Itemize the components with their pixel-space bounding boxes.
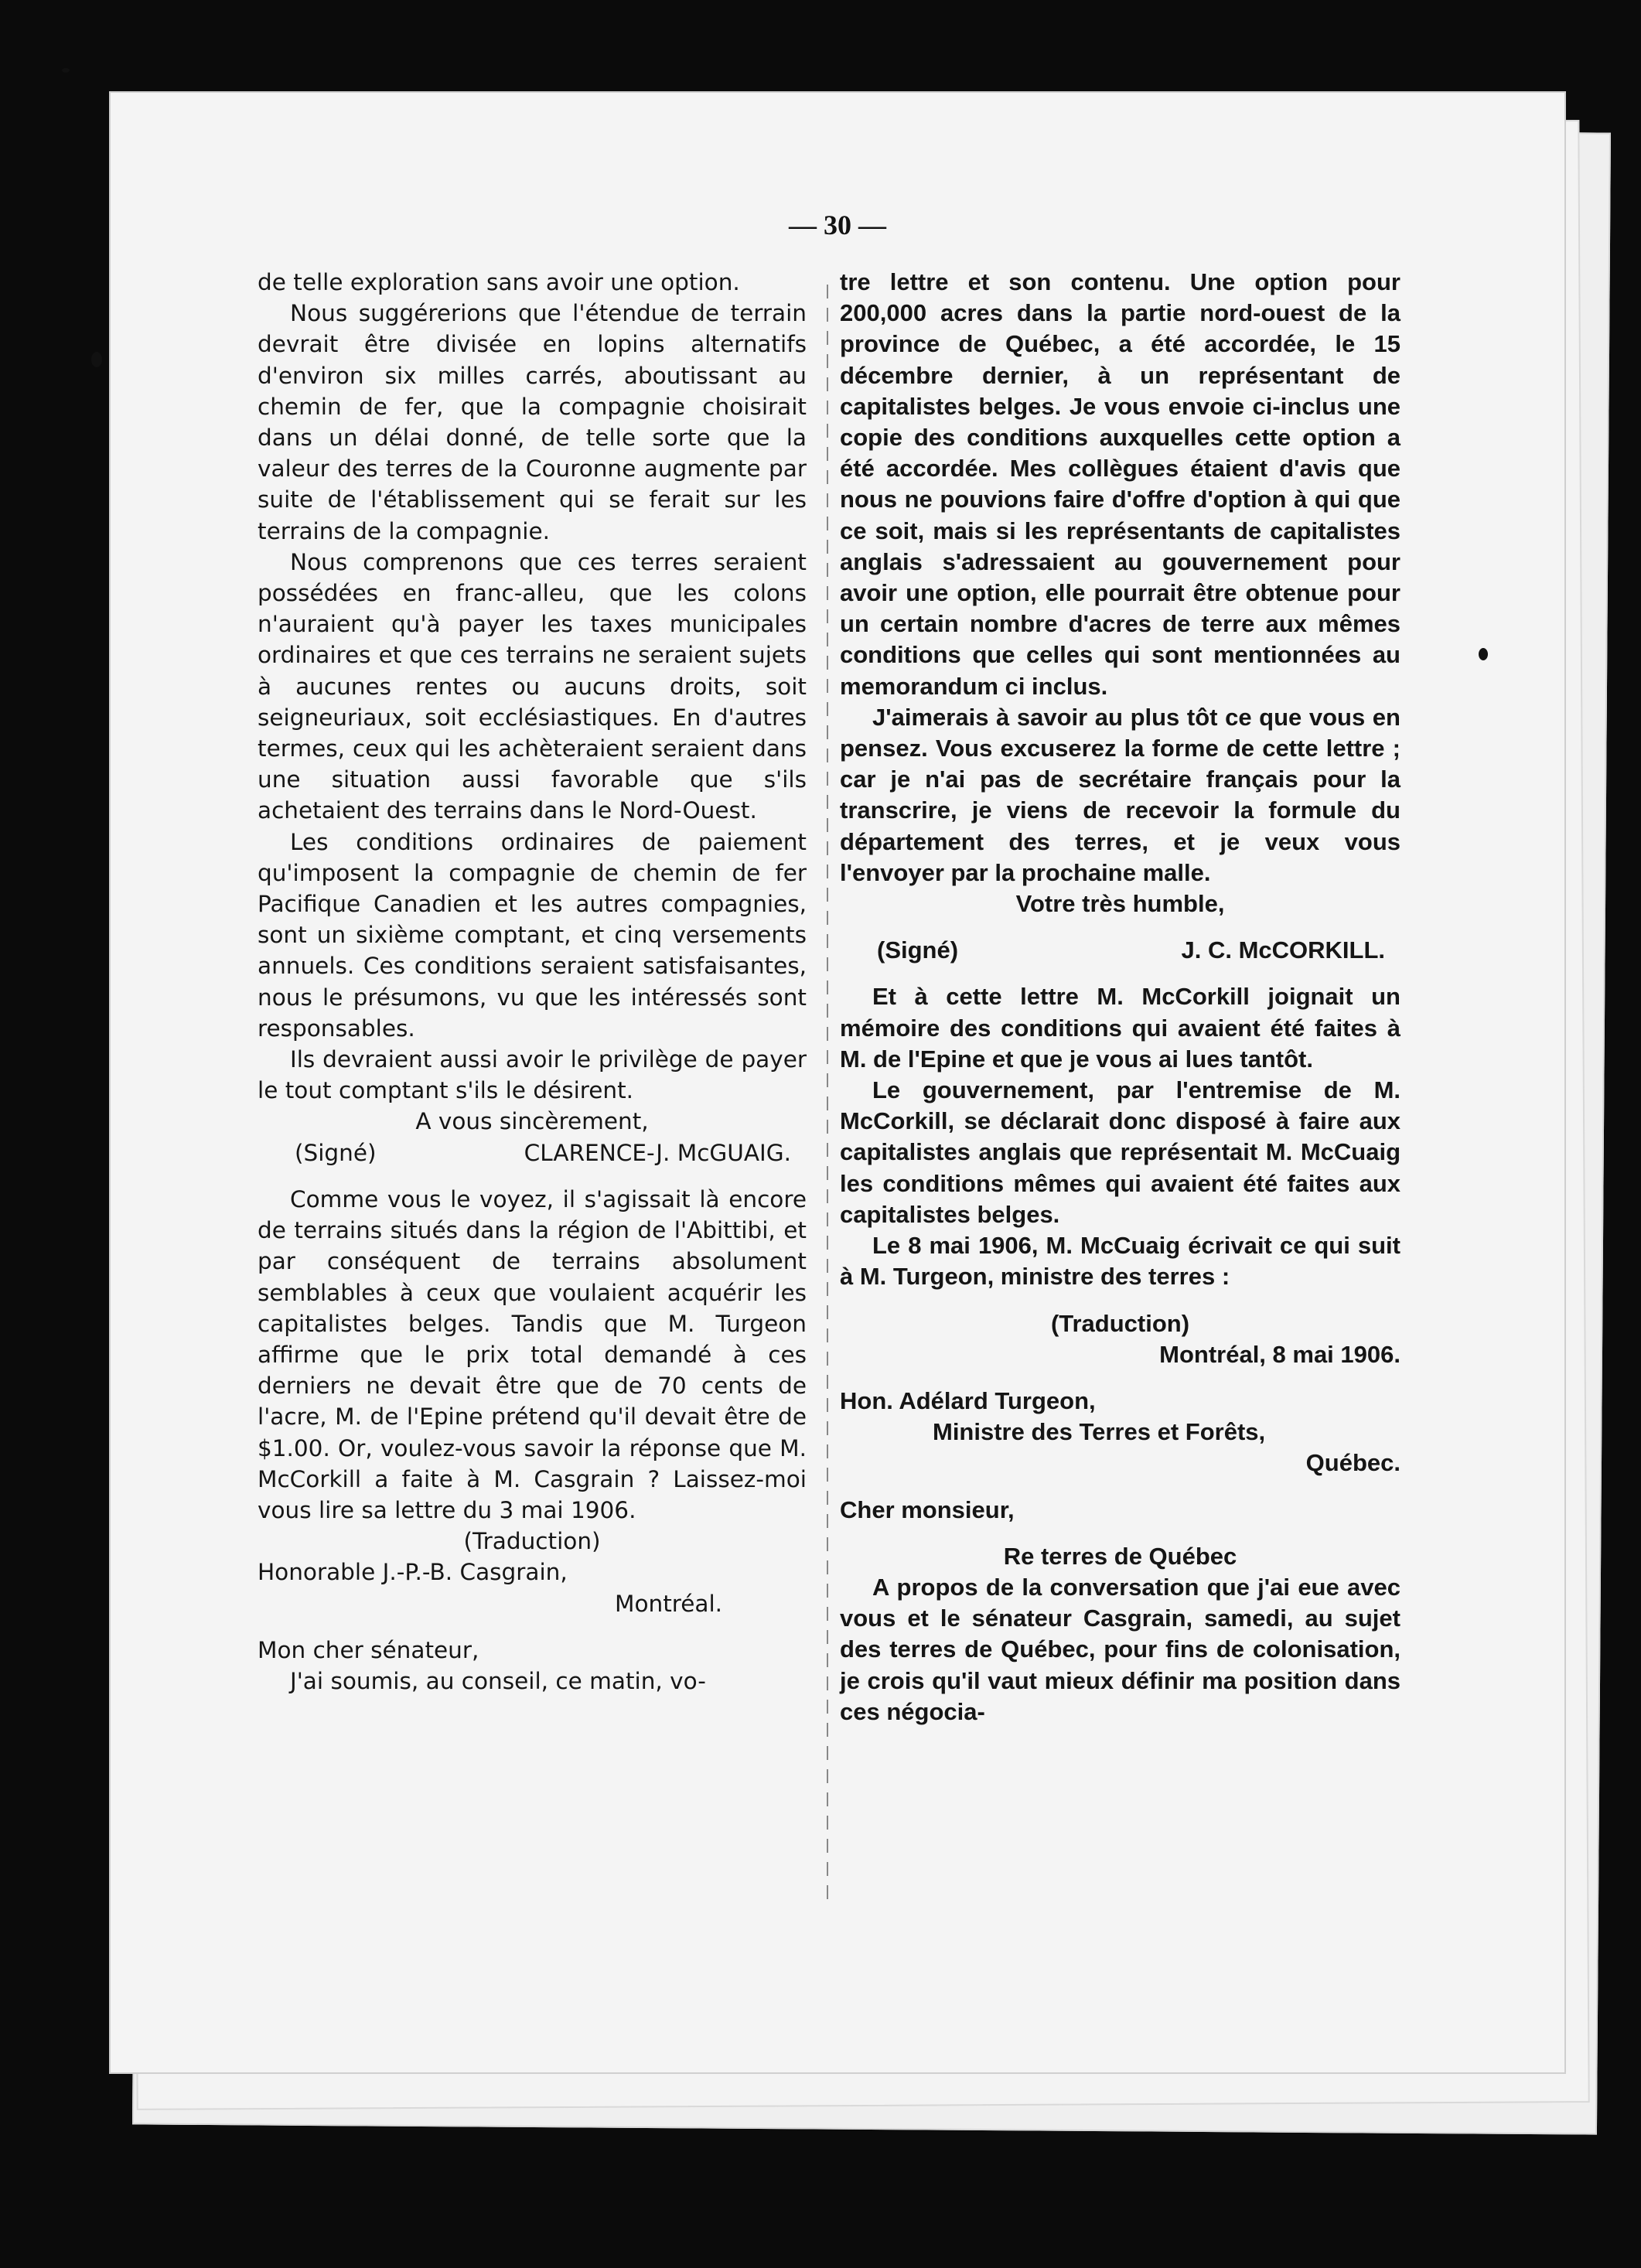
paragraph: de telle exploration sans avoir une option.: [258, 269, 740, 295]
addressee: Honorable J.-P.-B. Casgrain,: [258, 1559, 568, 1586]
signature-line: [258, 1137, 807, 1168]
scan-speck: [62, 68, 70, 73]
column-divider: [827, 285, 828, 1908]
page-number: — 30 —: [789, 210, 886, 240]
addressee-city: Montréal.: [615, 1590, 723, 1617]
addressee: Hon. Adélard Turgeon,: [840, 1386, 1096, 1414]
paragraph: Nous suggérerions que l'étendue de terrain devrait être divisée en lopins alternatifs d'environ six milles carrés, aboutissant au chemin de fer, que la compagnie choisirait dans un délai donné, de telle sorte que la valeur des terres de la Couronne augmente par suite de l'établissement qui se ferait sur les terrains de la compagnie.: [258, 300, 807, 544]
salutation: Cher monsieur,: [840, 1496, 1015, 1523]
salutation: Mon cher sénateur,: [258, 1636, 479, 1663]
signature-name: J. C. McCORKILL.: [1181, 936, 1385, 964]
scan-speck: [91, 352, 102, 367]
addressee-city: Québec.: [1305, 1449, 1400, 1477]
paragraph: Et à cette lettre M. McCorkill joignait un mémoire des conditions qui avaient été faites à M. de l'Epine et que je vous ai lues tantôt.: [840, 983, 1400, 1073]
paragraph: tre lettre et son contenu. Une option pour 200,000 acres dans la partie nord-ouest de la province de Québec, a été accordée, le 15 décembre dernier, à un représentant de capitalistes belges. Je vous envoie ci-inclus une copie des conditions auxquelles cette option a été accordée. Mes collègues étaient d'avis que nous ne pouvions faire d'offre d'option à qui que ce soit, mais si les représentants de capitalistes anglais s'adressaient au gouvernement pour avoir une option, elle pourrait être obtenue pour un certain nombre d'acres de terre aux mêmes conditions que celles qui sont mentionnées au memorandum ci inclus.: [840, 268, 1400, 700]
scan-speck: [1479, 648, 1488, 660]
paragraph: Ils devraient aussi avoir le privilège de payer le tout comptant s'ils le désirent.: [258, 1046, 807, 1104]
left-column: [258, 267, 807, 1697]
paragraph: J'aimerais à savoir au plus tôt ce que vous en pensez. Vous excuserez la forme de cette lettre ; car je n'ai pas de secrétaire français pour la transcrire, je viens de recevoir la formule du département des terres, et je veux vous l'envoyer par la prochaine malle.: [840, 703, 1400, 886]
paragraph: J'ai soumis, au conseil, ce matin, vo-: [290, 1667, 706, 1694]
paragraph: A propos de la conversation que j'ai eue avec vous et le sénateur Casgrain, samedi, au sujet des terres de Québec, pour fins de colonisation, je crois qu'il vaut mieux définir ma position dans ces négocia-: [840, 1573, 1400, 1725]
paragraph: Nous comprenons que ces terres seraient possédées en franc-alleu, que les colons n'auraient qu'à payer les taxes municipales ordinaires et que ces terrains ne seraient sujets à aucunes rentes ou aucuns droits, soit seigneuriaux, soit ecclésiastiques. En d'autres termes, ceux qui les achèteraient seraient dans une situation aussi favorable que s'ils achetaient des terrains dans le Nord-Ouest.: [258, 548, 807, 824]
translation-note: (Traduction): [463, 1528, 601, 1555]
letter-closing: Votre très humble,: [1015, 890, 1225, 918]
document-page: [111, 93, 1564, 2072]
paragraph: Les conditions ordinaires de paiement qu'imposent la compagnie de chemin de fer Pacifique Canadien et les autres compagnies, sont un sixième comptant, et cinq versements annuels. Ces conditions seraient satisfaisantes, nous le présumons, vu que les intéressés sont responsables.: [258, 828, 807, 1042]
signature-label: (Signé): [877, 936, 959, 964]
translation-note: (Traduction): [1050, 1309, 1190, 1337]
signature-line: [840, 935, 1400, 966]
paragraph: Comme vous le voyez, il s'agissait là encore de terrains situés dans la région de l'Abittibi, et par conséquent de terrains absolument semblables à ceux que voulaient acquérir les capitalistes belges. Tandis que M. Turgeon affirme que le prix total demandé à ces derniers ne devait être que de 70 cents de l'acre, M. de l'Epine prétend qu'il devait être de $1.00. Or, voulez-vous savoir la réponse que M. McCorkill a faite à M. Casgrain ? Laissez-moi vous lire sa lettre du 3 mai 1906.: [258, 1185, 807, 1523]
addressee-title: Ministre des Terres et Forêts,: [933, 1418, 1266, 1446]
letter-closing: A vous sincèrement,: [415, 1108, 649, 1135]
signature-label: (Signé): [295, 1139, 377, 1166]
letter-dateline: Montréal, 8 mai 1906.: [1159, 1340, 1400, 1368]
paragraph: Le 8 mai 1906, M. McCuaig écrivait ce qui suit à M. Turgeon, ministre des terres :: [840, 1232, 1400, 1291]
subject-line: Re terres de Québec: [1003, 1542, 1237, 1570]
signature-name: CLARENCE-J. McGUAIG.: [524, 1139, 791, 1166]
paragraph: Le gouvernement, par l'entremise de M. McCorkill, se déclarait donc disposé à faire aux capitalistes anglais que représentait M. McCuaig les conditions mêmes qui avaient été faites aux capitalistes belges.: [840, 1076, 1400, 1228]
right-column: [840, 267, 1400, 1727]
